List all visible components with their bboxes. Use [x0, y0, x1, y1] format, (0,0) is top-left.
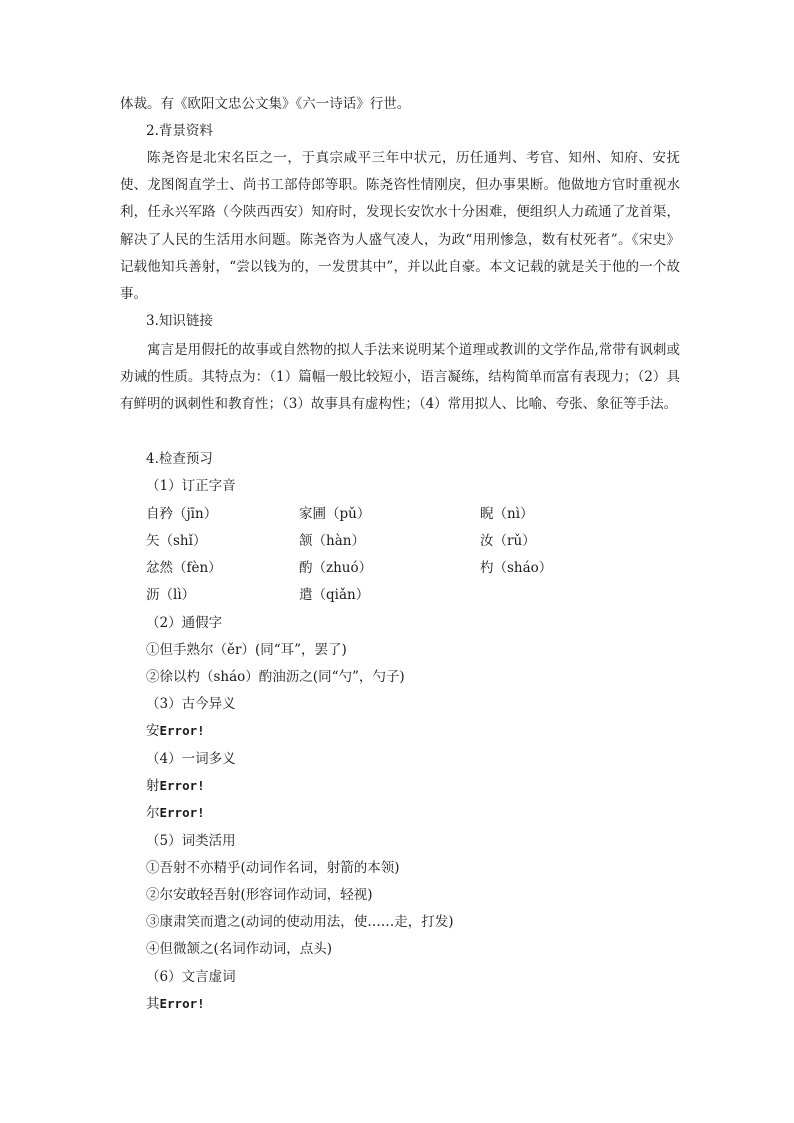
pronunciation-item: 睨（nì）: [480, 506, 534, 522]
pronunciation-row: [146, 558, 706, 578]
huoyong-item: ④但微颔之(名词作动词，点头): [146, 941, 333, 957]
pronunciation-item: 酌（zhuó）: [299, 560, 373, 576]
tongjia-item: ①但手熟尔（ěr）(同“耳”，罢了): [146, 642, 347, 658]
intro-tail: 体裁。有《欧阳文忠公文集》《六一诗话》行世。: [120, 96, 411, 112]
sub-heading-yici: （4）一词多义: [146, 751, 236, 767]
huoyong-item: ①吾射不亦精乎(动词作名词，射箭的本领): [146, 860, 400, 876]
error-marker: Error!: [159, 996, 205, 1011]
sub-heading-xuci: （6）文言虚词: [146, 969, 236, 985]
pronunciation-item: 矢（shǐ）: [146, 533, 207, 549]
error-marker: Error!: [159, 723, 205, 738]
pronunciation-row: [146, 531, 706, 551]
pronunciation-item: 沥（lì）: [146, 587, 196, 603]
pronunciation-item: 自矜（jīn）: [146, 506, 218, 522]
pronunciation-item: 颔（hàn）: [299, 533, 365, 549]
error-marker: Error!: [159, 778, 205, 793]
yici-char: 射: [146, 778, 160, 794]
sub-heading-huoyong: （5）词类活用: [146, 833, 236, 849]
pronunciation-item: 家圃（pǔ）: [299, 506, 371, 522]
gujin-item: [146, 721, 205, 741]
knowledge-paragraph: 寓言是用假托的故事或自然物的拟人手法来说明某个道理或教训的文学作品,常带有讽刺或劝诫的性质。其特点为：（1）篇幅一般比较短小，语言凝练，结构简单而富有表现力；（2）具有鲜明的讽刺性和教育性；（3）故事具有虚构性；（4）常用拟人、比喻、夸张、象征等手法。: [120, 342, 680, 413]
pronunciation-item: 忿然（fèn）: [146, 560, 222, 576]
yici-item: [146, 803, 205, 823]
xuci-char: 其: [146, 996, 160, 1012]
section-heading-preview: 4.检查预习: [146, 451, 213, 467]
sub-heading-tongjia: （2）通假字: [146, 615, 223, 631]
background-paragraph: 陈尧咨是北宋名臣之一，于真宗咸平三年中状元，历任通判、考官、知州、知府、安抚使、龙图阁直学士、尚书工部侍郎等职。陈尧咨性情刚戾，但办事果断。他做地方官时重视水利，任永兴军路（今陕西西安）知府时，发现长安饮水十分困难，便组织人力疏通了龙首渠，解决了人民的生活用水问题。陈尧咨为人盛气凌人，为政“用刑惨急，数有杖死者”。《宋史》记载他知兵善射，“尝以钱为的，一发贯其中”，并以此自豪。本文记载的就是关于他的一个故事。: [120, 150, 680, 303]
tongjia-item: ②徐以杓（sháo）酌油沥之(同“勺”，勺子): [146, 669, 405, 685]
huoyong-item: ②尔安敢轻吾射(形容词作动词，轻视): [146, 887, 373, 903]
huoyong-item: ③康肃笑而遣之(动词的使动用法，使……走，打发): [146, 914, 454, 930]
pronunciation-row: [146, 585, 706, 605]
gujin-char: 安: [146, 723, 160, 739]
pronunciation-item: 杓（sháo）: [480, 560, 553, 576]
pronunciation-row: [146, 504, 706, 524]
section-heading-background: 2.背景资料: [146, 123, 213, 139]
yici-item: [146, 776, 205, 796]
error-marker: Error!: [159, 805, 205, 820]
section-heading-knowledge: 3.知识链接: [146, 313, 213, 329]
pronunciation-item: 汝（rǔ）: [480, 533, 536, 549]
pronunciation-item: 遣（qiǎn）: [299, 587, 370, 603]
xuci-item: [146, 994, 205, 1014]
sub-heading-gujin: （3）古今异义: [146, 696, 236, 712]
yici-char: 尔: [146, 805, 160, 821]
sub-heading-pronunciation: （1）订正字音: [146, 478, 236, 494]
